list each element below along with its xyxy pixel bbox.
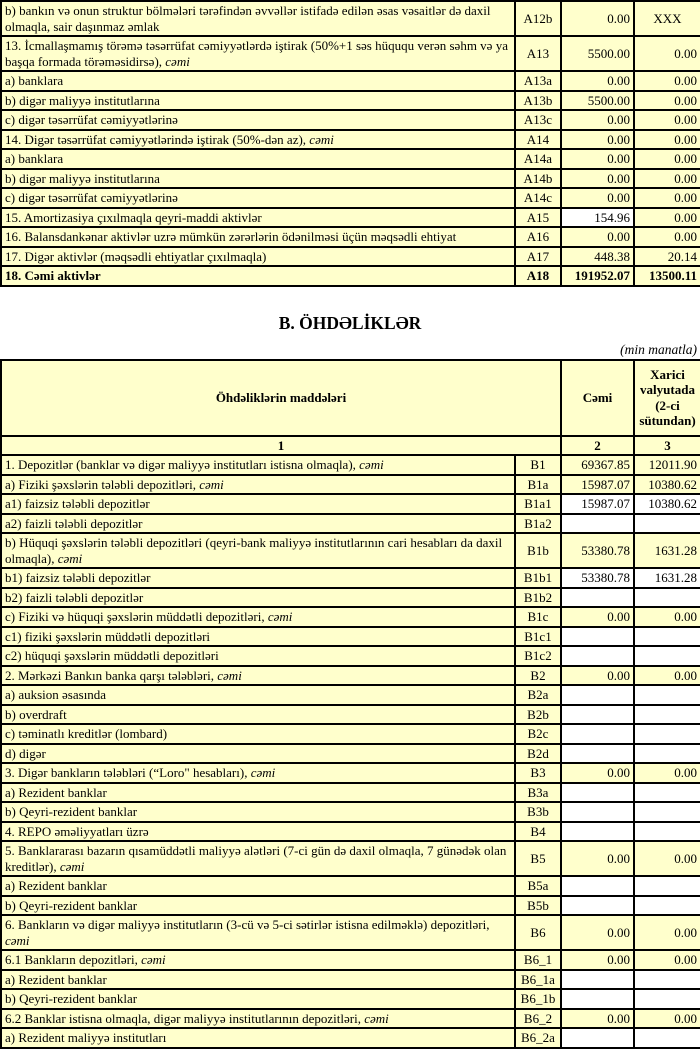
- row-label: 4. REPO əməliyyatları üzrə: [5, 823, 149, 839]
- row-label: c) digər təsərrüfat cəmiyyətlərinə: [5, 112, 178, 127]
- table-row: [1, 607, 700, 627]
- row-code-cell: B1c2: [515, 646, 561, 666]
- row-total-cell: [561, 514, 634, 534]
- row-label-suffix: cəmi: [199, 476, 224, 492]
- row-label: 15. Amortizasiya çıxılmaqla qeyri-maddi aktivlər: [5, 209, 262, 225]
- row-code-cell: B2: [515, 666, 561, 686]
- table-row: [1, 1028, 700, 1048]
- row-code-cell: A14: [515, 130, 561, 150]
- row-label: 6. Bankların və digər maliyyə institutların (3-cü və 5-ci sətirlər istisna edilməklə) depozitləri,: [5, 917, 490, 932]
- row-total-cell: 0.00: [561, 110, 634, 130]
- row-label-cell: [1, 724, 515, 744]
- row-foreign-cell: [634, 896, 700, 916]
- table-row: [1, 169, 700, 189]
- row-label: a) banklara: [5, 151, 64, 166]
- row-foreign-cell: [634, 822, 700, 842]
- table-row: [1, 130, 700, 150]
- row-label-cell: [1, 568, 515, 588]
- row-code-cell: B6_1a: [515, 970, 561, 990]
- row-code-cell: A13: [515, 36, 561, 71]
- table-row: [1, 802, 700, 822]
- row-foreign-cell: 0.00: [634, 110, 700, 130]
- row-label: a) auksion əsasında: [5, 687, 107, 702]
- row-label-cell: [1, 188, 515, 208]
- row-foreign-cell: 0.00: [634, 915, 700, 950]
- row-total-cell: 0.00: [561, 607, 634, 627]
- row-label-cell: [1, 802, 515, 822]
- row-foreign-cell: 0.00: [634, 607, 700, 627]
- row-code-cell: A17: [515, 247, 561, 267]
- table-row: [1, 763, 700, 783]
- row-label-cell: [1, 475, 515, 495]
- row-foreign-cell: [634, 989, 700, 1009]
- row-label: d) digər: [5, 745, 46, 761]
- row-code-cell: B5b: [515, 896, 561, 916]
- row-total-cell: [561, 802, 634, 822]
- row-total-cell: 0.00: [561, 227, 634, 247]
- row-label: b) Hüquqi şəxslərin tələbli depozitləri (qeyri-bank maliyyə institutlarının cari hesabları da daxil olmaqla),: [5, 535, 503, 566]
- row-code-cell: B5: [515, 841, 561, 876]
- row-code-cell: B6_1: [515, 950, 561, 970]
- row-label-cell: [1, 71, 515, 91]
- row-label-cell: [1, 588, 515, 608]
- row-code-cell: A18: [515, 266, 561, 286]
- row-total-cell: [561, 783, 634, 803]
- row-label-suffix: cəmi: [59, 858, 85, 874]
- row-label-cell: [1, 822, 515, 842]
- row-foreign-cell: [634, 705, 700, 725]
- row-total-cell: 15987.07: [561, 475, 634, 495]
- row-label: b2) faizli tələbli depozitlər: [5, 589, 144, 605]
- row-code-cell: B6_2: [515, 1009, 561, 1029]
- row-total-cell: [561, 724, 634, 744]
- row-code-cell: B1b1: [515, 568, 561, 588]
- row-code-cell: A15: [515, 208, 561, 228]
- row-label-cell: [1, 876, 515, 896]
- row-code-cell: B3b: [515, 802, 561, 822]
- row-total-cell: 154.96: [561, 208, 634, 228]
- row-total-cell: [561, 705, 634, 725]
- row-label-cell: [1, 841, 515, 876]
- row-code-cell: A13a: [515, 71, 561, 91]
- row-foreign-cell: [634, 970, 700, 990]
- row-label: a1) faizsiz tələbli depozitlər: [5, 496, 150, 511]
- table-row: [1, 494, 700, 514]
- row-label: b) digər maliyyə institutlarına: [5, 92, 160, 108]
- row-foreign-cell: [634, 588, 700, 608]
- row-foreign-cell: 0.00: [634, 169, 700, 189]
- items-header-cell: Öhdəliklərin maddələri: [1, 360, 561, 436]
- row-total-cell: 0.00: [561, 666, 634, 686]
- row-code-cell: B2b: [515, 705, 561, 725]
- row-total-cell: 0.00: [561, 763, 634, 783]
- row-label: 6.2 Banklar istisna olmaqla, digər maliyyə institutlarının depozitləri,: [5, 1010, 365, 1026]
- row-total-cell: 0.00: [561, 130, 634, 150]
- table-row: [1, 970, 700, 990]
- row-label: b) Qeyri-rezident banklar: [5, 991, 138, 1006]
- table-row: [1, 533, 700, 568]
- row-foreign-cell: 0.00: [634, 208, 700, 228]
- row-label-cell: [1, 36, 515, 71]
- row-label: a) Fiziki şəxslərin tələbli depozitləri,: [5, 476, 200, 492]
- row-code-cell: B1b: [515, 533, 561, 568]
- row-label: b1) faizsiz tələbli depozitlər: [5, 570, 151, 585]
- row-total-cell: [561, 588, 634, 608]
- row-label: b) Qeyri-rezident banklar: [5, 804, 138, 819]
- row-label: c) təminatlı kreditlər (lombard): [5, 726, 168, 741]
- row-foreign-cell: 0.00: [634, 227, 700, 247]
- row-label-cell: [1, 91, 515, 111]
- table-row: [1, 475, 700, 495]
- row-label: 2. Mərkəzi Bankın banka qarşı tələbləri,: [5, 667, 218, 683]
- table-row: [1, 989, 700, 1009]
- table-row: [1, 627, 700, 647]
- row-foreign-cell: 20.14: [634, 247, 700, 267]
- row-code-cell: A13b: [515, 91, 561, 111]
- row-foreign-cell: [634, 802, 700, 822]
- row-foreign-cell: 0.00: [634, 130, 700, 150]
- row-foreign-cell: [634, 1028, 700, 1048]
- row-total-cell: 53380.78: [561, 533, 634, 568]
- row-label-cell: [1, 1009, 515, 1029]
- row-label-suffix: cəmi: [364, 1010, 389, 1026]
- row-total-cell: 0.00: [561, 915, 634, 950]
- table-row: [1, 455, 700, 475]
- row-label: 14. Digər təsərrüfat cəmiyyətlərində iştirak (50%-dən az),: [5, 131, 310, 147]
- row-label: a) banklara: [5, 73, 64, 88]
- row-label-cell: [1, 533, 515, 568]
- row-label-cell: [1, 783, 515, 803]
- row-label: a) Rezident banklar: [5, 878, 107, 893]
- row-total-cell: [561, 989, 634, 1009]
- row-code-cell: B3a: [515, 783, 561, 803]
- row-total-cell: [561, 646, 634, 666]
- row-label-cell: [1, 1028, 515, 1048]
- table-row: [1, 783, 700, 803]
- row-code-cell: B1b2: [515, 588, 561, 608]
- row-foreign-cell: 12011.90: [634, 455, 700, 475]
- row-label: 18. Cəmi aktivlər: [5, 268, 101, 283]
- table-row: [1, 110, 700, 130]
- row-foreign-cell: [634, 876, 700, 896]
- row-total-cell: 0.00: [561, 149, 634, 169]
- assets-table: [0, 0, 700, 287]
- row-label-suffix: cəmi: [217, 667, 242, 683]
- table-row: [1, 744, 700, 764]
- row-total-cell: 191952.07: [561, 266, 634, 286]
- row-total-cell: [561, 876, 634, 896]
- table-row: [1, 705, 700, 725]
- liabilities-table: [0, 359, 700, 1049]
- row-foreign-cell: [634, 627, 700, 647]
- col-number-3: 3: [634, 436, 700, 456]
- row-code-cell: A12b: [515, 1, 561, 36]
- row-total-cell: 69367.85: [561, 455, 634, 475]
- row-foreign-cell: 0.00: [634, 188, 700, 208]
- row-label-suffix: cəmi: [165, 53, 190, 69]
- row-total-cell: 53380.78: [561, 568, 634, 588]
- row-code-cell: B1a: [515, 475, 561, 495]
- row-code-cell: B4: [515, 822, 561, 842]
- row-label: b) overdraft: [5, 706, 67, 722]
- row-label-suffix: cəmi: [250, 765, 276, 780]
- row-foreign-cell: 0.00: [634, 841, 700, 876]
- row-code-cell: B1a2: [515, 514, 561, 534]
- row-label-cell: [1, 646, 515, 666]
- row-code-cell: A14b: [515, 169, 561, 189]
- row-label: a2) faizli tələbli depozitlər: [5, 515, 143, 531]
- row-label: 17. Digər aktivlər (məqsədli ehtiyatlar çıxılmaqla): [5, 248, 267, 264]
- row-label: c2) hüquqi şəxslərin müddətli depozitləri: [5, 648, 219, 663]
- table-row: [1, 71, 700, 91]
- row-label: b) digər maliyyə institutlarına: [5, 170, 160, 186]
- row-label: 13. İcmallaşmamış törəmə təsərrüfat cəmiyyətlərdə iştirak (50%+1 səs hüququ verən səhm və ya başqa formada törəməsidirsə),: [5, 38, 508, 69]
- row-code-cell: A13c: [515, 110, 561, 130]
- row-total-cell: 0.00: [561, 841, 634, 876]
- row-total-cell: 0.00: [561, 1009, 634, 1029]
- row-label-cell: [1, 149, 515, 169]
- row-label-suffix: cəmi: [5, 932, 30, 948]
- row-foreign-cell: 10380.62: [634, 475, 700, 495]
- table-row: [1, 36, 700, 71]
- row-label-cell: [1, 744, 515, 764]
- row-total-cell: 448.38: [561, 247, 634, 267]
- row-label: 5. Banklararası bazarın qısamüddətli maliyyə alətləri (7-ci gün də daxil olmaqla, 7 günədək olan kreditlər),: [5, 843, 507, 874]
- section-b-title: B. ÖHDƏLİKLƏR: [278, 312, 422, 333]
- row-foreign-cell: [634, 514, 700, 534]
- row-foreign-cell: 0.00: [634, 1009, 700, 1029]
- row-label: a) Rezident banklar: [5, 971, 107, 987]
- table-row: [1, 266, 700, 286]
- row-label: c1) fiziki şəxslərin müddətli depozitləri: [5, 628, 211, 644]
- row-code-cell: B3: [515, 763, 561, 783]
- row-total-cell: [561, 627, 634, 647]
- row-label-cell: [1, 266, 515, 286]
- row-label-cell: [1, 666, 515, 686]
- row-foreign-cell: 0.00: [634, 71, 700, 91]
- row-total-cell: [561, 744, 634, 764]
- row-label: b) bankın və onun struktur bölmələri tərəfindən əvvəllər istifadə edilən əsas vəsaitlər də daxil olmaqla, sair daşınmaz əmlak: [5, 3, 491, 34]
- row-label-cell: [1, 627, 515, 647]
- table-row: [1, 724, 700, 744]
- row-label: 1. Depozitlər (banklar və digər maliyyə institutları istisna olmaqla),: [5, 457, 360, 472]
- table-row: [1, 1009, 700, 1029]
- table-row: [1, 685, 700, 705]
- row-label-cell: [1, 494, 515, 514]
- row-foreign-cell: 1631.28: [634, 568, 700, 588]
- row-total-cell: [561, 822, 634, 842]
- row-label-cell: [1, 455, 515, 475]
- row-code-cell: A16: [515, 227, 561, 247]
- row-foreign-cell: 0.00: [634, 149, 700, 169]
- row-label-suffix: cəmi: [267, 609, 293, 624]
- row-foreign-cell: [634, 724, 700, 744]
- row-code-cell: B6_2a: [515, 1028, 561, 1048]
- row-total-cell: [561, 1028, 634, 1048]
- table-row: [1, 588, 700, 608]
- row-label-suffix: cəmi: [309, 131, 334, 147]
- row-label: b) Qeyri-rezident banklar: [5, 897, 138, 913]
- row-foreign-cell: 0.00: [634, 666, 700, 686]
- table-row: [1, 227, 700, 247]
- table-row: [1, 1, 700, 36]
- row-label-cell: [1, 110, 515, 130]
- row-label-suffix: cəmi: [141, 952, 166, 967]
- table-row: [1, 208, 700, 228]
- table-row: [1, 568, 700, 588]
- table-row: [1, 896, 700, 916]
- row-foreign-cell: [634, 783, 700, 803]
- row-label: a) Rezident maliyyə institutları: [5, 1030, 167, 1045]
- table-row: [1, 876, 700, 896]
- row-label: 16. Balansdankənar aktivlər uzrə mümkün zərərlərin ödənilməsi üçün məqsədli ehtiyat: [5, 229, 457, 244]
- row-label: 3. Digər bankların tələbləri (“Loro" hesabları),: [5, 765, 251, 780]
- row-label-cell: [1, 970, 515, 990]
- table-row: [1, 915, 700, 950]
- row-foreign-cell: 10380.62: [634, 494, 700, 514]
- row-foreign-cell: [634, 685, 700, 705]
- row-label-cell: [1, 896, 515, 916]
- column-numbers-row: [1, 436, 700, 456]
- row-code-cell: B6_1b: [515, 989, 561, 1009]
- row-code-cell: B5a: [515, 876, 561, 896]
- row-total-cell: 0.00: [561, 950, 634, 970]
- table-row: [1, 666, 700, 686]
- row-label-cell: [1, 705, 515, 725]
- row-label: 6.1 Bankların depozitləri,: [5, 952, 142, 967]
- row-label-cell: [1, 1, 515, 36]
- row-label-cell: [1, 169, 515, 189]
- row-total-cell: 0.00: [561, 71, 634, 91]
- row-code-cell: A14c: [515, 188, 561, 208]
- row-label-cell: [1, 685, 515, 705]
- row-code-cell: B1: [515, 455, 561, 475]
- row-total-cell: 0.00: [561, 188, 634, 208]
- table-row: [1, 91, 700, 111]
- row-total-cell: 5500.00: [561, 91, 634, 111]
- row-code-cell: B1a1: [515, 494, 561, 514]
- table-row: [1, 950, 700, 970]
- col-number-2: 2: [561, 436, 634, 456]
- row-label-cell: [1, 989, 515, 1009]
- row-foreign-cell: [634, 744, 700, 764]
- liabilities-header-row: [1, 360, 700, 436]
- row-label-suffix: cəmi: [359, 457, 384, 472]
- row-label-cell: [1, 514, 515, 534]
- row-label-cell: [1, 607, 515, 627]
- table-row: [1, 149, 700, 169]
- row-code-cell: A14a: [515, 149, 561, 169]
- row-code-cell: B1c1: [515, 627, 561, 647]
- row-label: c) digər təsərrüfat cəmiyyətlərinə: [5, 190, 178, 205]
- row-foreign-cell: 0.00: [634, 91, 700, 111]
- row-label-cell: [1, 227, 515, 247]
- row-foreign-cell: 0.00: [634, 950, 700, 970]
- row-foreign-cell: 1631.28: [634, 533, 700, 568]
- table-row: [1, 247, 700, 267]
- col-number-1: 1: [1, 436, 561, 456]
- row-label-suffix: cəmi: [57, 550, 83, 566]
- table-row: [1, 514, 700, 534]
- row-label-cell: [1, 130, 515, 150]
- row-label-cell: [1, 915, 515, 950]
- total-header-cell: Cəmi: [561, 360, 634, 436]
- row-foreign-cell: 0.00: [634, 36, 700, 71]
- table-row: [1, 822, 700, 842]
- row-label-cell: [1, 950, 515, 970]
- row-label-cell: [1, 208, 515, 228]
- row-label-cell: [1, 247, 515, 267]
- row-total-cell: 5500.00: [561, 36, 634, 71]
- table-row: [1, 646, 700, 666]
- row-total-cell: [561, 970, 634, 990]
- row-total-cell: 15987.07: [561, 494, 634, 514]
- row-total-cell: [561, 896, 634, 916]
- table-row: [1, 841, 700, 876]
- unit-note: (min manatla): [620, 341, 697, 357]
- row-code-cell: B2c: [515, 724, 561, 744]
- row-code-cell: B2a: [515, 685, 561, 705]
- row-foreign-cell: 13500.11: [634, 266, 700, 286]
- row-label-cell: [1, 763, 515, 783]
- row-total-cell: 0.00: [561, 169, 634, 189]
- foreign-header-cell: Xarici valyutada (2-ci sütundan): [634, 360, 700, 436]
- row-foreign-cell: 0.00: [634, 763, 700, 783]
- table-row: [1, 188, 700, 208]
- row-label: a) Rezident banklar: [5, 784, 107, 800]
- row-code-cell: B2d: [515, 744, 561, 764]
- row-foreign-cell: XXX: [634, 1, 700, 36]
- row-total-cell: [561, 685, 634, 705]
- row-code-cell: B6: [515, 915, 561, 950]
- row-total-cell: 0.00: [561, 1, 634, 36]
- row-foreign-cell: [634, 646, 700, 666]
- row-code-cell: B1c: [515, 607, 561, 627]
- row-label: c) Fiziki və hüquqi şəxslərin müddətli depozitləri,: [5, 609, 268, 624]
